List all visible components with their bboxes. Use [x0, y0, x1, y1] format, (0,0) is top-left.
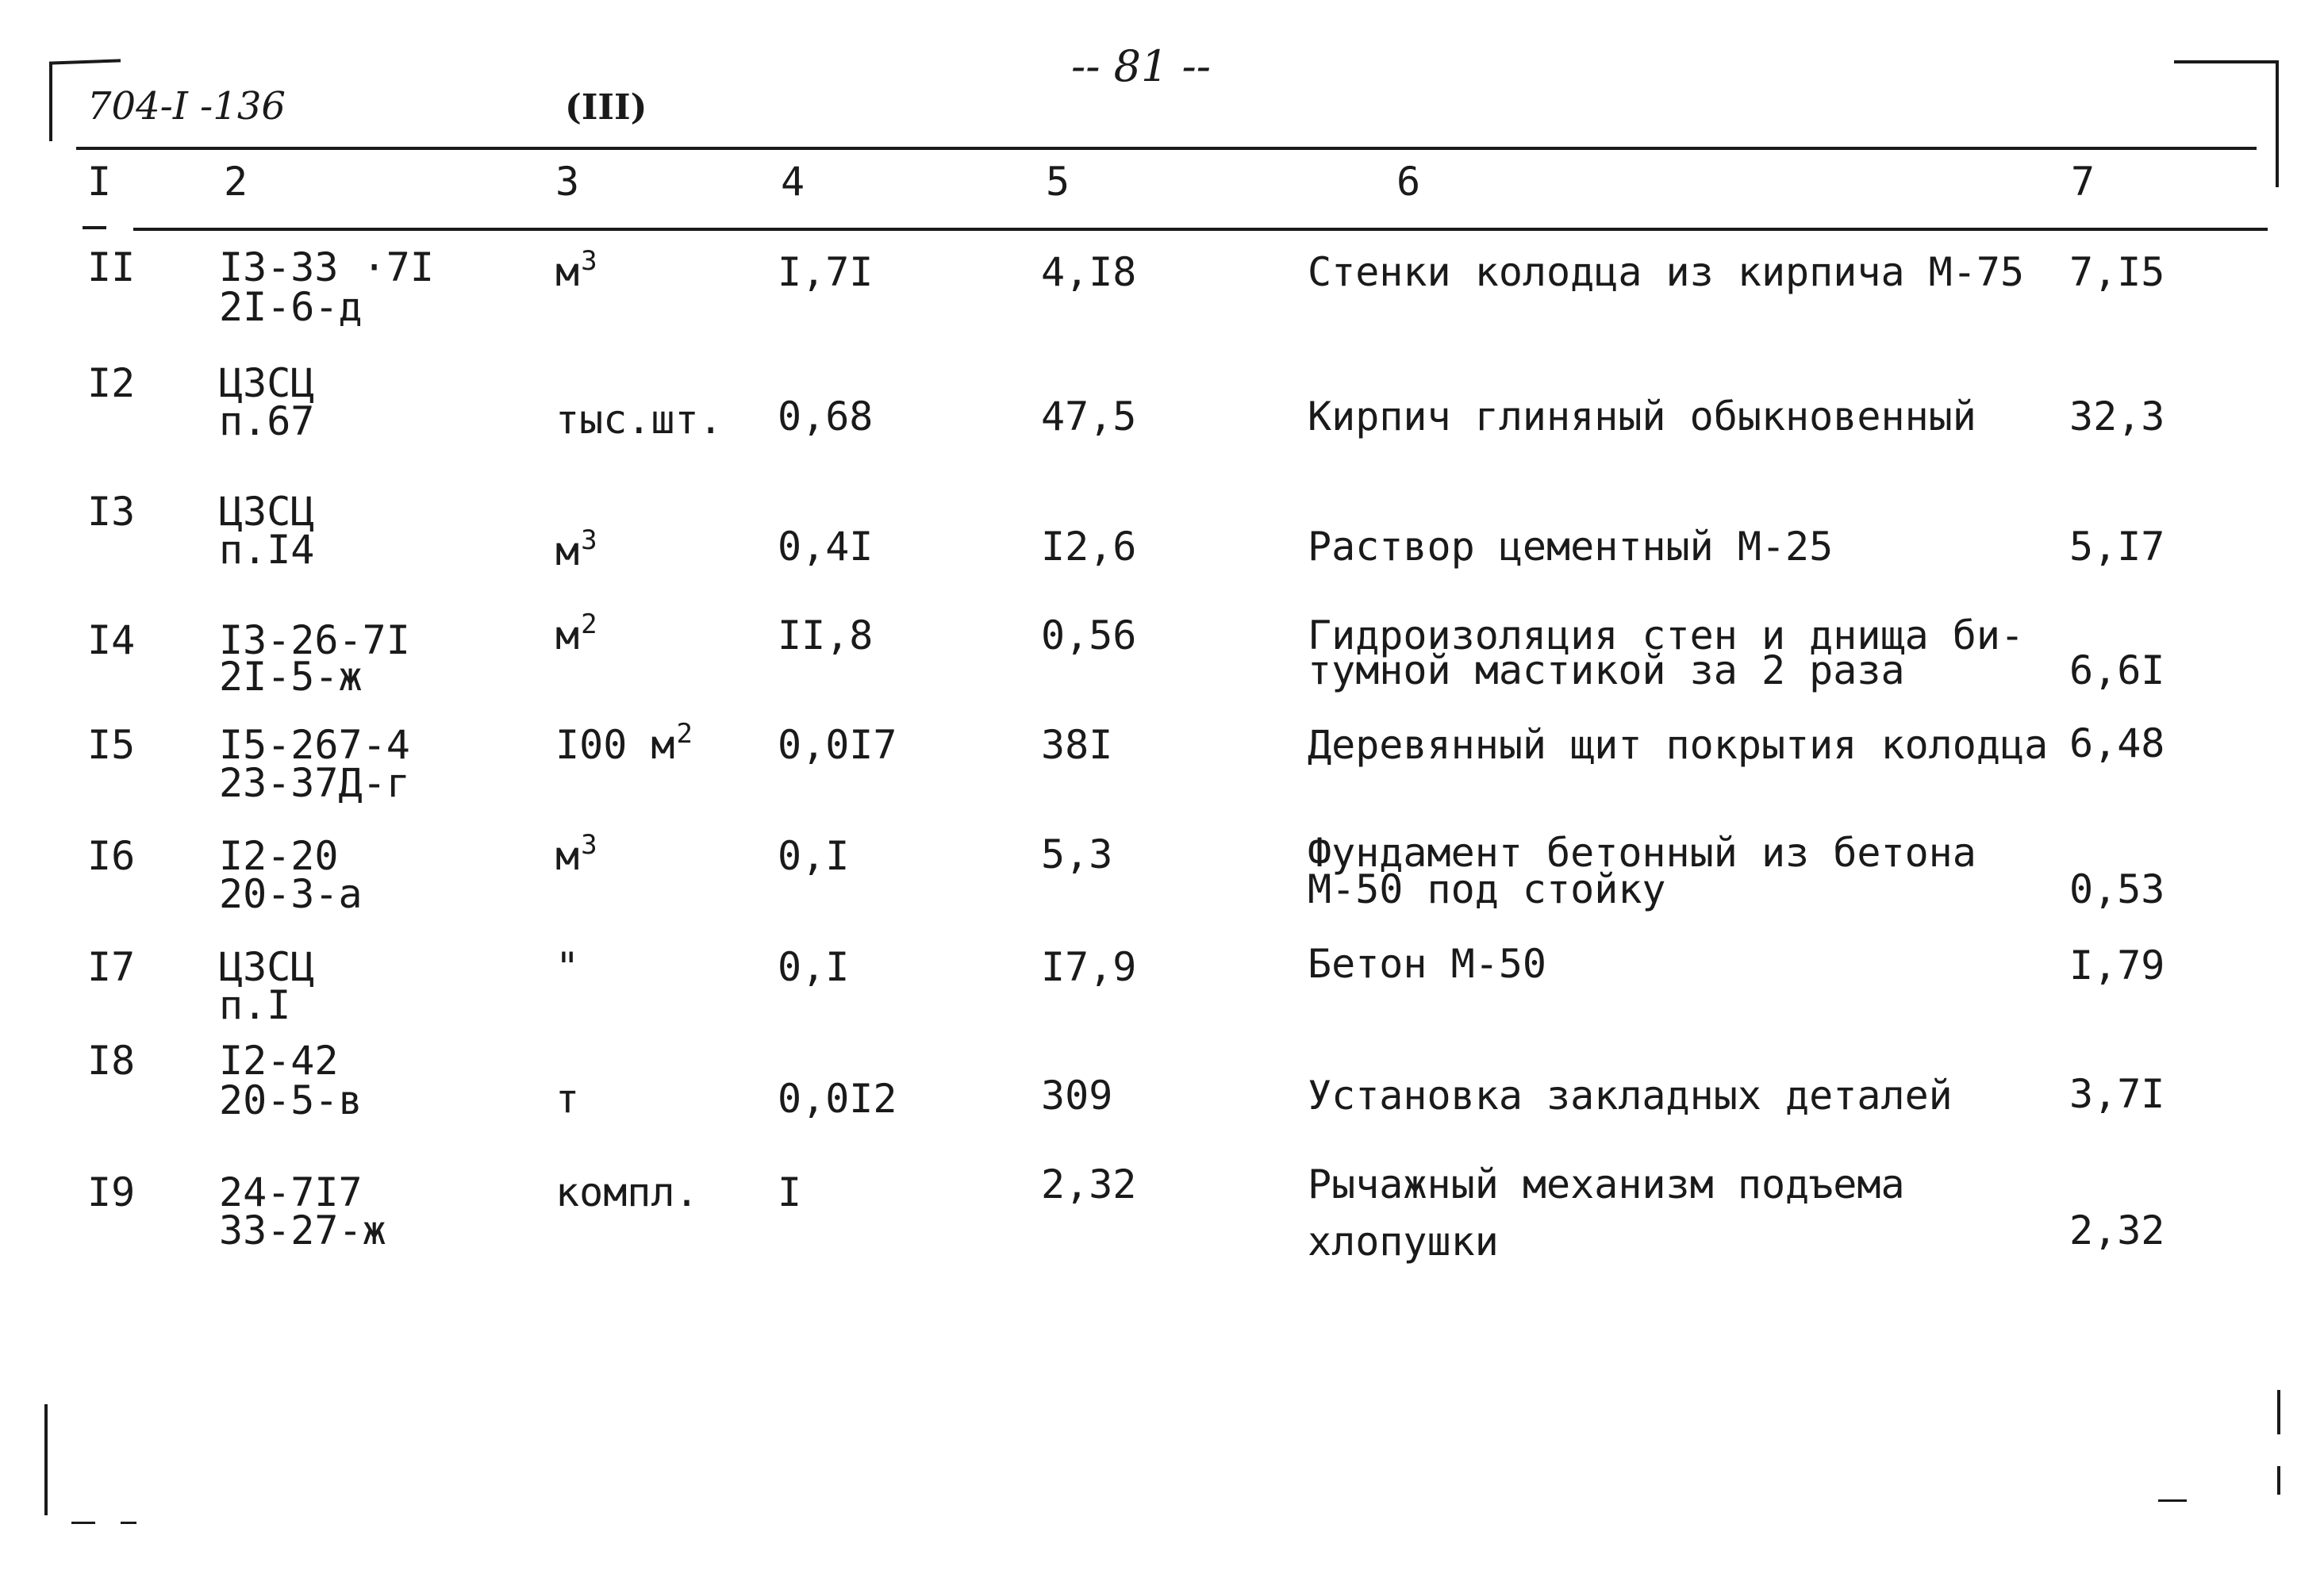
quantity: 0,68	[778, 394, 874, 440]
frame-bottom-dash-1	[71, 1522, 95, 1524]
row-number: II	[87, 244, 136, 290]
unit-price: 38I	[1041, 722, 1113, 768]
row-number: I7	[87, 944, 136, 990]
norm-code-line1: I2-20	[219, 833, 339, 879]
norm-code-line2: 33-27-ж	[219, 1207, 386, 1253]
total-cost: I,79	[2069, 942, 2165, 989]
unit-exponent: 2	[676, 718, 693, 750]
description-line1: Бетон М-50	[1308, 941, 1547, 987]
quantity: 0,4I	[778, 524, 874, 570]
column-header-6: 6	[1396, 159, 1421, 205]
description-line1: Фундамент бетонный из бетона	[1308, 830, 1976, 876]
row-number: I6	[87, 833, 136, 879]
column-header-7: 7	[2071, 159, 2095, 205]
unit	[555, 829, 597, 881]
norm-code-line1: ЦЗСЦ	[219, 360, 315, 406]
frame-right-top	[2276, 62, 2279, 187]
norm-code-line1: ЦЗСЦ	[219, 944, 315, 990]
norm-code-line1: ЦЗСЦ	[219, 489, 315, 535]
unit	[555, 1076, 580, 1122]
norm-code-line2: 20-3-а	[219, 871, 363, 917]
quantity: I	[778, 1169, 802, 1215]
quantity: II,8	[778, 612, 874, 658]
description-line1: Кирпич глиняный обыкновенный	[1308, 394, 1976, 440]
norm-code-line2: п.I4	[219, 527, 315, 573]
unit-price: 47,5	[1041, 394, 1137, 440]
description-line2: хлопушки	[1308, 1219, 1499, 1265]
unit-text: т	[555, 1076, 580, 1122]
unit	[555, 245, 597, 297]
unit-price: 4,I8	[1041, 249, 1137, 295]
unit-text: м	[555, 249, 580, 295]
unit	[555, 397, 723, 443]
column-header-rule	[133, 228, 2268, 231]
norm-code-line2: п.I	[219, 982, 291, 1028]
row-number: I3	[87, 489, 136, 535]
section-label: (III)	[565, 87, 647, 128]
description-line2: тумной мастикой за 2 раза	[1308, 647, 1905, 693]
row-number: I4	[87, 617, 136, 663]
row-number: I2	[87, 360, 136, 406]
norm-code-line2: п.67	[219, 398, 315, 444]
row-number: I8	[87, 1038, 136, 1084]
unit-exponent: 3	[581, 829, 597, 861]
column-header-rule-dash	[83, 226, 106, 229]
norm-code-line1: I2-42	[219, 1038, 339, 1084]
header-rule	[76, 147, 2257, 150]
frame-left-top	[49, 62, 52, 141]
norm-code-line2: 2I-5-ж	[219, 654, 363, 700]
total-cost: 32,3	[2069, 394, 2165, 440]
unit-exponent: 3	[581, 524, 597, 556]
frame-top-left	[49, 59, 121, 64]
unit-text: "	[555, 944, 580, 990]
row-number: I5	[87, 722, 136, 768]
unit-exponent: 2	[581, 608, 597, 640]
total-cost: 0,53	[2069, 866, 2165, 912]
unit-text: I00 м	[555, 722, 675, 768]
quantity: 0,0I2	[778, 1076, 897, 1122]
description-line1: Установка закладных деталей	[1308, 1073, 1953, 1119]
unit-price: 5,3	[1041, 831, 1113, 877]
total-cost: 5,I7	[2069, 524, 2165, 570]
frame-bottom-dash-2	[121, 1522, 136, 1524]
unit	[555, 718, 693, 770]
norm-code-line1: I5-267-4	[219, 722, 410, 768]
frame-top-right	[2174, 60, 2279, 63]
column-header-5: 5	[1046, 159, 1070, 205]
frame-left-bottom	[44, 1404, 48, 1515]
unit-price: 309	[1041, 1073, 1113, 1119]
unit-text: м	[555, 833, 580, 879]
total-cost: 2,32	[2069, 1207, 2165, 1253]
unit	[555, 524, 597, 576]
unit-price: 2,32	[1041, 1161, 1137, 1207]
description-line1: Деревянный щит покрытия колодца	[1308, 722, 2049, 768]
column-header-2: 2	[224, 159, 248, 205]
column-header-4: 4	[781, 159, 805, 205]
description-line1: Раствор цементный М-25	[1308, 524, 1834, 570]
quantity: 0,I	[778, 944, 850, 990]
quantity: 0,0I7	[778, 722, 897, 768]
norm-code-line1: 24-7I7	[219, 1169, 363, 1215]
norm-code-line2: 23-37Д-г	[219, 760, 410, 806]
unit	[555, 1169, 699, 1215]
unit-text: м	[555, 612, 580, 658]
norm-code-line2: 20-5-в	[219, 1077, 363, 1123]
description-line1: Рычажный механизм подъема	[1308, 1161, 1905, 1207]
description-line1: Гидроизоляция стен и днища би-	[1308, 612, 2025, 658]
norm-code-line2: 2I-6-д	[219, 284, 363, 330]
unit	[555, 608, 597, 660]
norm-code-line1: I3-26-7I	[219, 617, 410, 663]
unit-price: 0,56	[1041, 612, 1137, 658]
page-number: -- 81 --	[1071, 41, 1212, 91]
unit-price: I7,9	[1041, 944, 1137, 990]
total-cost: 6,48	[2069, 720, 2165, 766]
column-header-3: 3	[555, 159, 580, 205]
frame-right-bottom-1	[2277, 1390, 2280, 1434]
unit-price: I2,6	[1041, 524, 1137, 570]
quantity: I,7I	[778, 249, 874, 295]
document-code: 704-I -136	[87, 84, 286, 129]
norm-code-line1: I3-33 ·7I	[219, 244, 434, 290]
quantity: 0,I	[778, 833, 850, 879]
unit	[555, 944, 580, 990]
total-cost: 6,6I	[2069, 647, 2165, 693]
frame-right-bottom-2	[2277, 1466, 2280, 1495]
unit-text: компл.	[555, 1169, 699, 1215]
description-line1: Стенки колодца из кирпича М-75	[1308, 249, 2025, 295]
description-line2: М-50 под стойку	[1308, 866, 1666, 912]
total-cost: 7,I5	[2069, 249, 2165, 295]
unit-exponent: 3	[581, 245, 597, 277]
total-cost: 3,7I	[2069, 1071, 2165, 1117]
row-number: I9	[87, 1169, 136, 1215]
column-header-1: I	[87, 159, 112, 205]
unit-text: м	[555, 528, 580, 574]
unit-text: тыс.шт.	[555, 397, 723, 443]
frame-right-bottom-dash	[2158, 1499, 2187, 1502]
